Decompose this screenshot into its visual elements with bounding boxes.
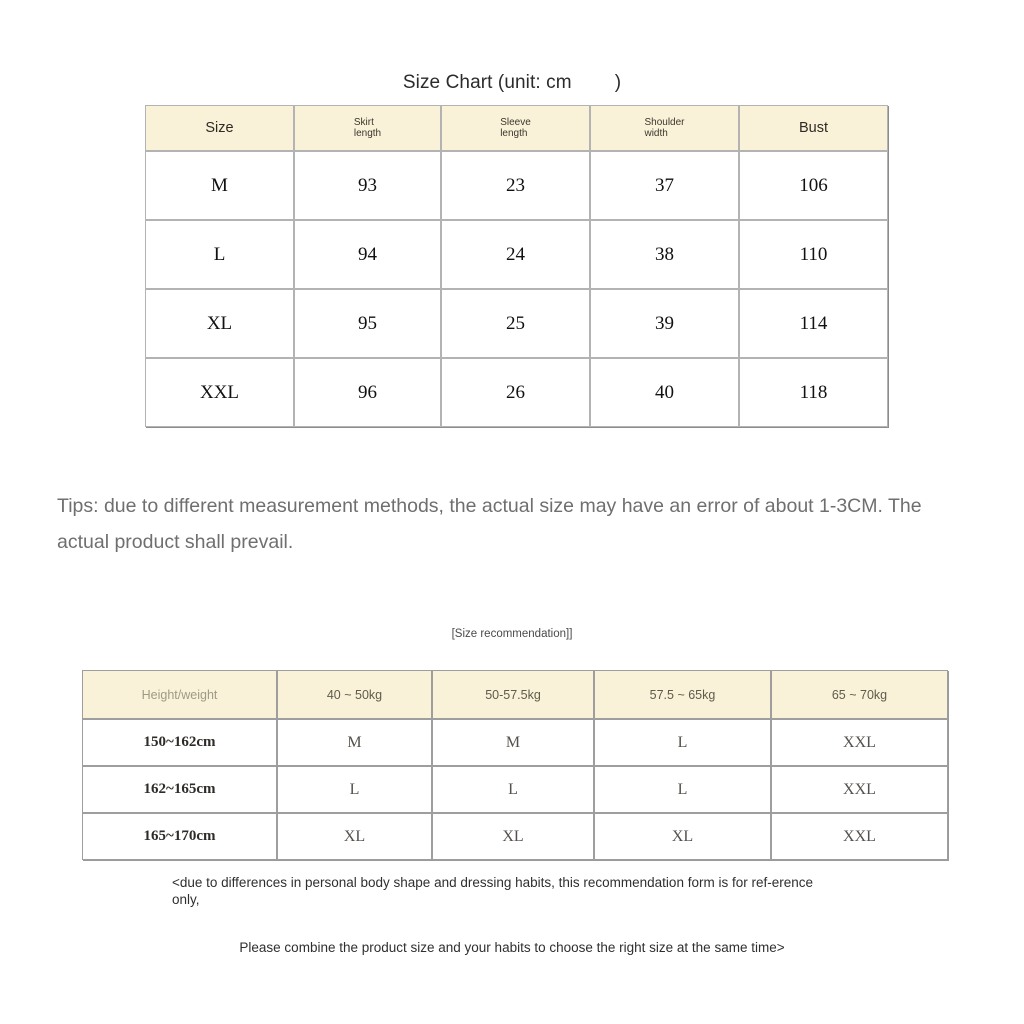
size-chart-body xyxy=(145,151,888,427)
measurement-tips-text: Tips: due to different measurement methods, the actual size may have an error of about 1-3CM. The actual product shall prevail. xyxy=(57,495,922,553)
cell-size: M xyxy=(145,151,294,220)
table-header-row xyxy=(145,105,888,151)
column-header-shoulder-width xyxy=(590,105,739,151)
cell-shoulder-width: 40 xyxy=(590,358,739,427)
cell-shoulder-width: 39 xyxy=(590,289,739,358)
skirt-line-1: Skirt xyxy=(353,116,374,128)
shoulder-line-1: Shoulder xyxy=(644,116,685,128)
table-row xyxy=(145,289,888,358)
table-row xyxy=(145,151,888,220)
cell-bust: 114 xyxy=(739,289,888,358)
column-header-shoulder-width-text xyxy=(644,117,684,140)
cell-skirt-length: 94 xyxy=(294,220,441,289)
column-header-sleeve-length-text xyxy=(500,117,531,140)
cell-sleeve-length: 26 xyxy=(441,358,590,427)
cell-shoulder-width: 37 xyxy=(590,151,739,220)
cell-size: XL xyxy=(145,289,294,358)
size-chart-header xyxy=(145,105,888,151)
column-header-height-weight: Height/weight xyxy=(82,670,277,719)
cell-recommended-size: XXL xyxy=(771,766,948,813)
column-header-sleeve-length xyxy=(441,105,590,151)
table-row xyxy=(145,220,888,289)
sleeve-line-2: length xyxy=(500,128,528,139)
cell-recommended-size: XL xyxy=(432,813,594,860)
cell-sleeve-length: 24 xyxy=(441,220,590,289)
cell-skirt-length: 95 xyxy=(294,289,441,358)
column-header-weight-50-57: 50-57.5kg xyxy=(432,670,594,719)
column-header-bust: Bust xyxy=(739,105,888,151)
cell-size: XXL xyxy=(145,358,294,427)
cell-height-range: 162~165cm xyxy=(82,766,277,813)
size-recommendation-header xyxy=(82,670,948,719)
size-recommendation-caption: [Size recommendation]] xyxy=(451,628,573,640)
cell-shoulder-width: 38 xyxy=(590,220,739,289)
size-chart-table xyxy=(145,105,888,427)
page-title: Size Chart (unit: cm ) xyxy=(402,72,622,93)
table-row xyxy=(82,719,948,766)
cell-skirt-length: 93 xyxy=(294,151,441,220)
size-recommendation-body xyxy=(82,719,948,860)
cell-recommended-size: L xyxy=(277,766,432,813)
cell-skirt-length: 96 xyxy=(294,358,441,427)
column-header-weight-57-65: 57.5 ~ 65kg xyxy=(594,670,771,719)
column-header-skirt-length xyxy=(294,105,441,151)
shoulder-line-2: width xyxy=(644,128,668,139)
cell-sleeve-length: 23 xyxy=(441,151,590,220)
column-header-skirt-length-text xyxy=(354,117,381,140)
cell-recommended-size: L xyxy=(594,766,771,813)
cell-recommended-size: M xyxy=(277,719,432,766)
table-row xyxy=(145,358,888,427)
cell-height-range: 150~162cm xyxy=(82,719,277,766)
cell-recommended-size: M xyxy=(432,719,594,766)
table-row xyxy=(82,766,948,813)
size-recommendation-table xyxy=(82,670,948,860)
cell-recommended-size: XXL xyxy=(771,719,948,766)
column-header-weight-65-70: 65 ~ 70kg xyxy=(771,670,948,719)
cell-recommended-size: XL xyxy=(594,813,771,860)
table-header-row xyxy=(82,670,948,719)
cell-bust: 110 xyxy=(739,220,888,289)
cell-height-range: 165~170cm xyxy=(82,813,277,860)
column-header-weight-40-50: 40 ~ 50kg xyxy=(277,670,432,719)
disclaimer-note-primary: <due to differences in personal body shape and dressing habits, this recommendation form is for ref-erence only, xyxy=(172,875,813,907)
column-header-size: Size xyxy=(145,105,294,151)
sleeve-line-1: Sleeve xyxy=(500,116,531,128)
cell-sleeve-length: 25 xyxy=(441,289,590,358)
cell-size: L xyxy=(145,220,294,289)
cell-recommended-size: L xyxy=(432,766,594,813)
cell-bust: 106 xyxy=(739,151,888,220)
cell-recommended-size: L xyxy=(594,719,771,766)
cell-recommended-size: XL xyxy=(277,813,432,860)
disclaimer-note-secondary: Please combine the product size and your habits to choose the right size at the same time> xyxy=(239,940,785,955)
cell-recommended-size: XXL xyxy=(771,813,948,860)
table-row xyxy=(82,813,948,860)
cell-bust: 118 xyxy=(739,358,888,427)
skirt-line-2: length xyxy=(353,128,382,139)
